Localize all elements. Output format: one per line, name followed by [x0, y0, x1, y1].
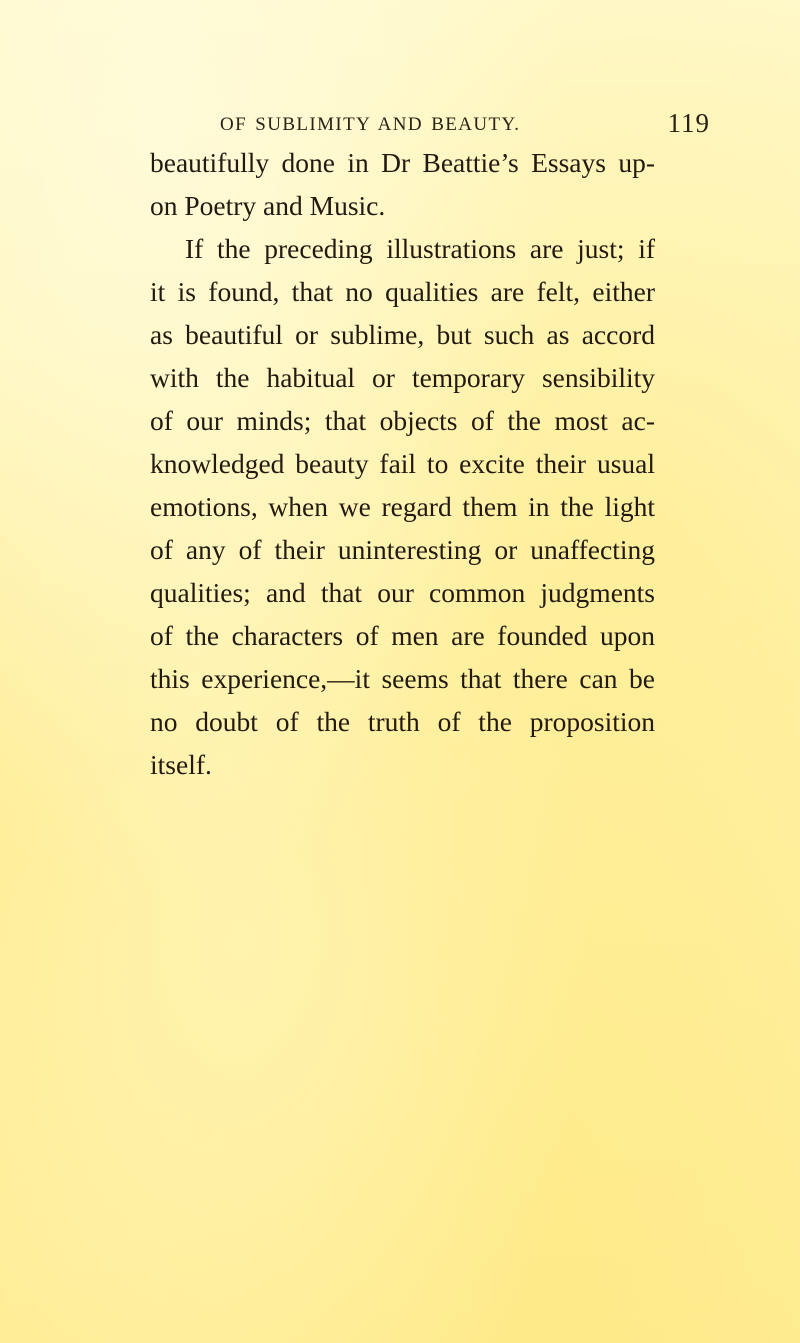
- body-text: [150, 141, 655, 786]
- text-line: emotions, when we regard them in the light: [150, 491, 655, 522]
- text-line: qualities; and that our common judgments: [150, 577, 655, 608]
- text-line: this experience,—it seems that there can be: [150, 663, 655, 694]
- paragraph-first-line: If the preceding illustrations are just; if: [185, 233, 655, 264]
- text-line: as beautiful or sublime, but such as accord: [150, 319, 655, 350]
- text-line: with the habitual or temporary sensibility: [150, 362, 655, 393]
- text-line: no doubt of the truth of the proposition: [150, 706, 655, 737]
- running-title: OF SUBLIMITY AND BEAUTY.: [220, 114, 521, 135]
- text-line: beautifully done in Dr Beattie’s Essays up-: [150, 147, 655, 178]
- text-line: of the characters of men are founded upon: [150, 620, 655, 651]
- text-line: knowledged beauty fail to excite their usual: [150, 448, 655, 479]
- text-line: on Poetry and Music.: [150, 190, 386, 221]
- text-line: itself.: [150, 749, 212, 780]
- text-line: of our minds; that objects of the most ac-: [150, 405, 655, 436]
- text-line: it is found, that no qualities are felt, either: [150, 276, 655, 307]
- text-line: of any of their uninteresting or unaffecting: [150, 534, 655, 565]
- page-number: 119: [667, 108, 710, 138]
